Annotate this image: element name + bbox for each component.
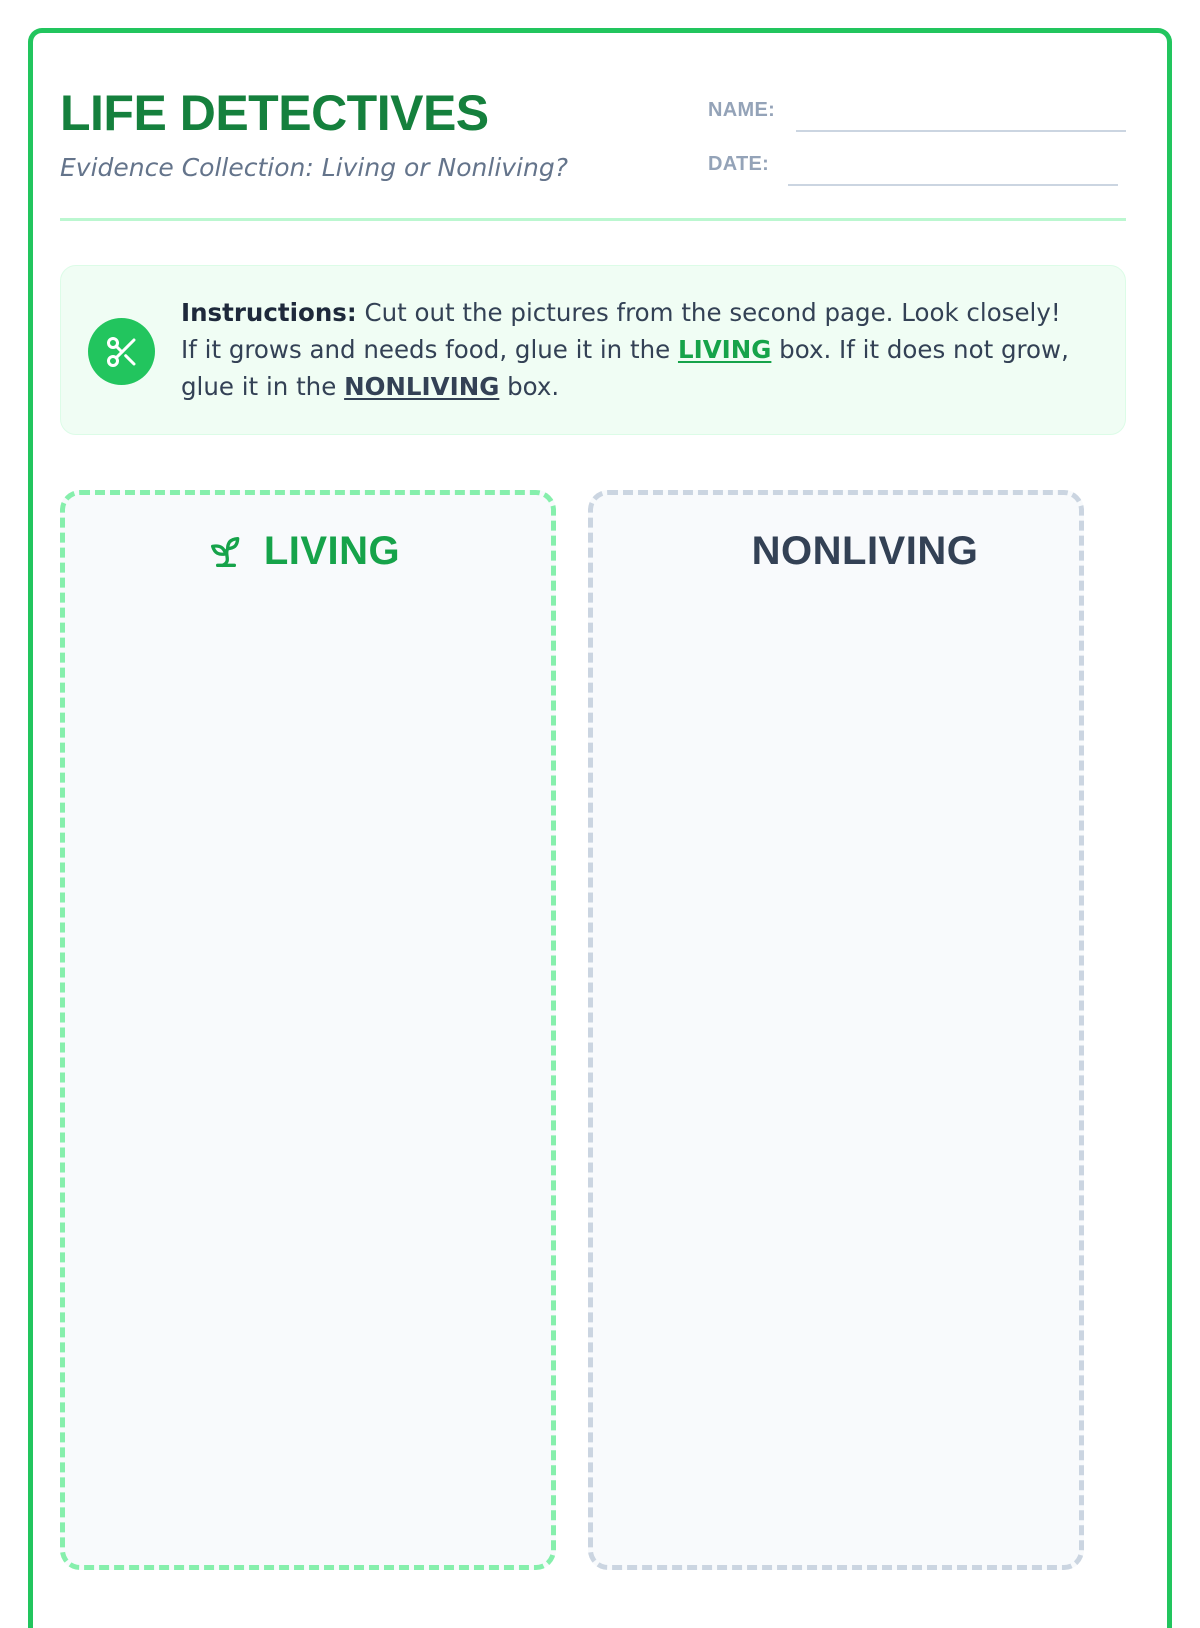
date-field[interactable] xyxy=(708,146,1126,186)
header-divider xyxy=(60,218,1126,221)
date-label: DATE: xyxy=(708,153,770,175)
keyword-nonliving: NONLIVING xyxy=(344,372,500,401)
page-subtitle: Evidence Collection: Living or Nonliving? xyxy=(60,153,568,182)
living-box-label: LIVING xyxy=(263,529,401,573)
nonliving-box-label: NONLIVING xyxy=(751,529,979,573)
instructions-part-3: box. xyxy=(499,372,560,401)
date-write-line[interactable] xyxy=(788,184,1118,186)
nonliving-box-heading xyxy=(651,529,1079,574)
instructions-part-1: Cut out the pictures from the second page. Look closely! If it grows and needs food, glue it in the xyxy=(181,298,1061,364)
instructions-text xyxy=(181,294,1071,405)
nonliving-drop-box[interactable] xyxy=(588,490,1084,1570)
scissors-icon xyxy=(88,318,155,385)
name-label: NAME: xyxy=(708,99,776,121)
instructions-part-2: box. If it does not grow, glue it in the xyxy=(181,335,1069,401)
instructions-lead: Instructions: xyxy=(181,298,357,327)
instructions-panel xyxy=(60,265,1126,435)
worksheet-header xyxy=(60,60,1126,220)
sprout-icon xyxy=(206,532,246,572)
living-drop-box[interactable] xyxy=(60,490,556,1570)
living-box-heading xyxy=(55,529,551,574)
page-title: LIFE DETECTIVES xyxy=(60,85,489,141)
keyword-living: LIVING xyxy=(677,335,772,364)
name-write-line[interactable] xyxy=(796,130,1126,132)
name-field[interactable] xyxy=(708,92,1126,132)
